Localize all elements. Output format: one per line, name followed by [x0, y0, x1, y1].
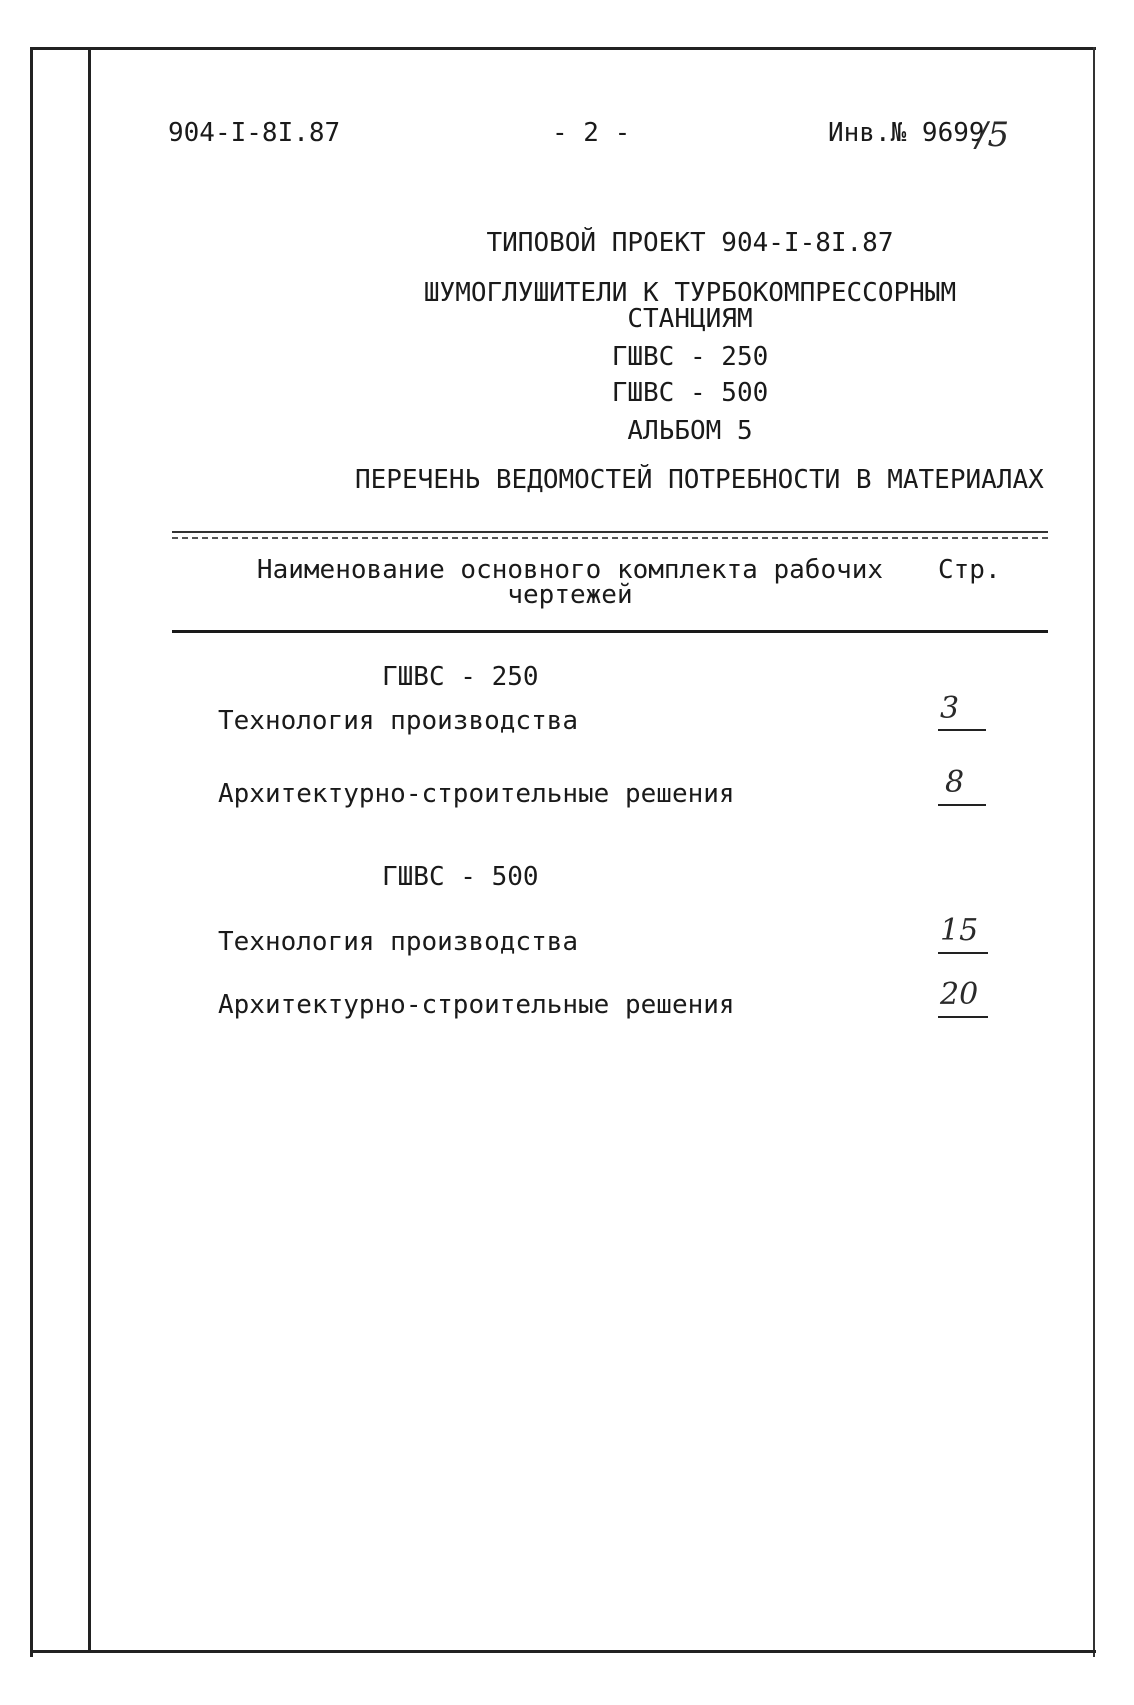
- page-number-underline: [938, 1016, 988, 1018]
- subject-title-line2: СТАНЦИЯМ: [627, 304, 753, 334]
- table-row-page: 3: [940, 691, 960, 726]
- frame-left-outer-border: [30, 47, 33, 1657]
- doc-code: 904-I-8I.87: [168, 118, 341, 148]
- frame-binding-margin-line: [88, 47, 91, 1652]
- section-heading: ГШВС - 250: [382, 662, 539, 692]
- section-heading: ГШВС - 500: [382, 862, 539, 892]
- project-title: ТИПОВОЙ ПРОЕКТ 904-I-8I.87: [486, 228, 894, 258]
- page-number-underline: [938, 729, 986, 731]
- table-row-name: Технология производства: [218, 927, 579, 957]
- table-header-rule: [172, 630, 1048, 633]
- page-number-underline: [938, 952, 988, 954]
- table-row-name: Архитектурно-строительные решения: [218, 779, 735, 809]
- page-number-underline: [938, 804, 986, 806]
- table-top-rule: [172, 531, 1048, 533]
- table-row-name: Технология производства: [218, 706, 579, 736]
- column-header-name-line2: чертежей: [507, 580, 633, 610]
- list-title: ПЕРЕЧЕНЬ ВЕДОМОСТЕЙ ПОТРЕБНОСТИ В МАТЕРИАЛАХ: [355, 465, 1044, 495]
- column-header-name-line1: Наименование основного комплекта рабочих: [256, 555, 884, 585]
- model-500: ГШВС - 500: [611, 378, 769, 408]
- frame-right-border: [1093, 47, 1095, 1657]
- table-row-page: 8: [945, 765, 965, 800]
- frame-bottom-border: [30, 1650, 1096, 1653]
- table-top-rule-second: [172, 537, 1048, 539]
- table-row-page: 20: [940, 977, 979, 1012]
- table-row-page: 15: [940, 913, 979, 948]
- inventory-number-handwritten: /5: [976, 115, 1010, 155]
- column-header-page: Стр.: [938, 555, 1001, 585]
- album-label: АЛЬБОМ 5: [627, 416, 753, 446]
- model-250: ГШВС - 250: [611, 342, 769, 372]
- inventory-number: Инв.№ 9699: [828, 118, 985, 148]
- frame-top-border: [30, 47, 1096, 50]
- page-marker: - 2 -: [552, 118, 631, 148]
- subject-title-line1: ШУМОГЛУШИТЕЛИ К ТУРБОКОМПРЕССОРНЫМ: [423, 278, 957, 308]
- table-row-name: Архитектурно-строительные решения: [218, 990, 735, 1020]
